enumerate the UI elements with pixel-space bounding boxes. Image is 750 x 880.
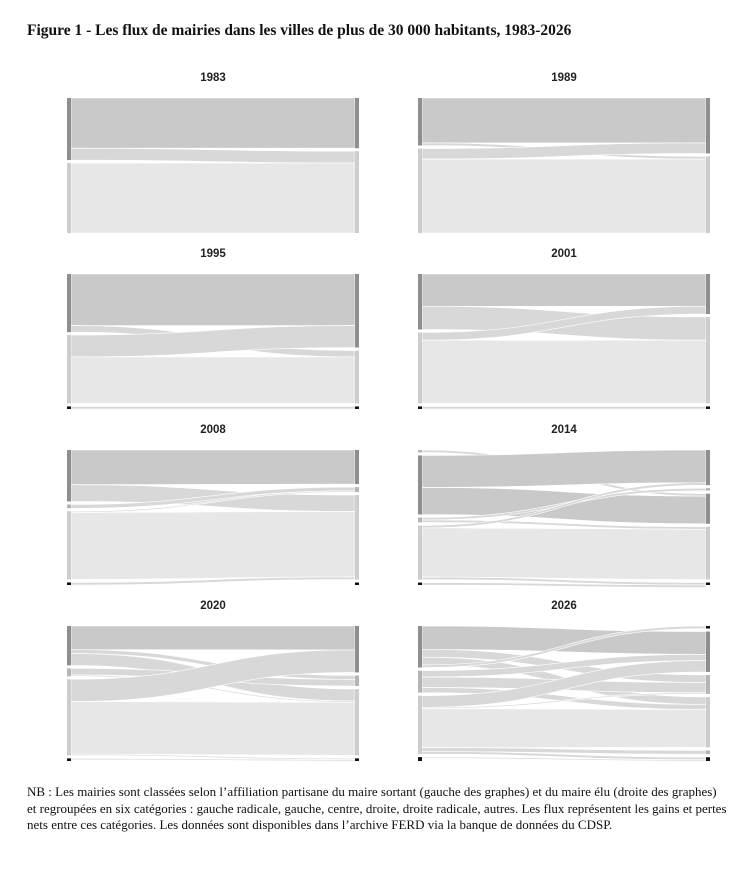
flows [71, 626, 355, 761]
left-node-bar [418, 332, 422, 403]
flows [422, 274, 706, 409]
right-node-bar [355, 675, 359, 686]
flow-band [422, 528, 706, 580]
right-node-bar [355, 582, 359, 585]
right-node-bar [706, 317, 710, 403]
right-node-bar [706, 494, 710, 524]
left-node-bar [418, 406, 422, 409]
flow-band [71, 163, 355, 233]
flows [422, 450, 706, 588]
panel-title: 2008 [200, 424, 226, 436]
right-node-bar [355, 274, 359, 348]
flow-band [71, 357, 355, 403]
sankey-chart [414, 446, 714, 589]
right-node-bar [706, 274, 710, 314]
sankey-panel-1983 [63, 72, 363, 237]
figure-note: NB : Les mairies sont classées selon l’affiliation partisane du maire sortant (gauche des graphes) et du maire élu (droite des graphes) et regroupées en six catégories : gauche radicale, gauche, centre, droite, droite radicale, autres. Les flux représentent les gains et pertes nets entre ces catégories. Les données sont disponibles dans l’archive FERD via la banque de données du CDSP. [27, 784, 727, 832]
left-node-bar [418, 518, 422, 523]
flow-band [422, 406, 706, 409]
right-node-bar [706, 98, 710, 153]
sankey-chart [63, 270, 363, 413]
panel-title: 1995 [200, 248, 226, 260]
panel-title: 2020 [200, 600, 226, 612]
flow-band [422, 709, 706, 748]
right-node-bar [706, 450, 710, 485]
flow-band [422, 340, 706, 403]
left-node-bar [418, 274, 422, 329]
flows [422, 98, 706, 233]
left-node-bar [67, 679, 71, 755]
flow-band [71, 450, 355, 485]
right-node-bar [706, 488, 710, 491]
left-node-bar [67, 626, 71, 665]
left-node-bar [418, 149, 422, 233]
left-node-bar [418, 626, 422, 668]
flow-band [71, 274, 355, 326]
left-node-bar [67, 98, 71, 160]
flow-band [422, 98, 706, 143]
left-node-bar [67, 274, 71, 332]
sankey-panel-1995 [63, 248, 363, 413]
flow-band [71, 702, 355, 756]
flow-band [71, 148, 355, 163]
right-node-bar [355, 450, 359, 484]
left-node-bar [418, 455, 422, 514]
flow-band [422, 450, 706, 487]
left-node-bar [67, 511, 71, 579]
right-node-bar [355, 351, 359, 404]
left-node-bar [67, 582, 71, 585]
flow-band [71, 626, 355, 650]
sankey-chart [414, 270, 714, 413]
sankey-chart [63, 94, 363, 237]
panel-title: 1983 [200, 72, 226, 84]
panel-title: 2001 [551, 248, 577, 260]
right-node-bar [706, 632, 710, 672]
panel-title: 1989 [551, 72, 577, 84]
panel-title: 2014 [551, 424, 577, 436]
right-node-bar [706, 626, 710, 629]
left-node-bar [418, 450, 422, 452]
right-node-bar [355, 98, 359, 148]
left-node-bar [418, 696, 422, 754]
sankey-chart [63, 446, 363, 589]
right-node-bar [355, 495, 359, 579]
figure-title: Figure 1 - Les flux de mairies dans les villes de plus de 30 000 habitants, 1983-2026 [27, 22, 572, 39]
sankey-panel-2026 [414, 600, 714, 765]
sankey-panel-2001 [414, 248, 714, 413]
right-node-bar [706, 582, 710, 585]
panel-title: 2026 [551, 600, 577, 612]
left-node-bar [67, 758, 71, 761]
right-node-bar [706, 156, 710, 233]
flows [71, 274, 355, 409]
flow-band [422, 274, 706, 306]
right-node-bar [355, 406, 359, 409]
flow-band [422, 159, 706, 233]
right-node-bar [706, 675, 710, 694]
sankey-panel-1989 [414, 72, 714, 237]
right-node-bar [355, 689, 359, 755]
sankey-panel-2014 [414, 424, 714, 589]
left-node-bar [67, 406, 71, 409]
sankey-chart [414, 94, 714, 237]
right-node-bar [706, 527, 710, 580]
flow-band [71, 406, 355, 409]
left-node-bar [67, 163, 71, 233]
sankey-chart [63, 622, 363, 765]
flows [71, 450, 355, 585]
right-node-bar [706, 406, 710, 409]
right-node-bar [355, 487, 359, 492]
right-node-bar [706, 697, 710, 748]
left-node-bar [418, 98, 422, 146]
left-node-bar [418, 671, 422, 693]
right-node-bar [355, 758, 359, 761]
right-node-bar [706, 757, 710, 761]
right-node-bar [706, 750, 710, 754]
left-node-bar [67, 450, 71, 501]
sankey-panel-2020 [63, 600, 363, 765]
left-node-bar [418, 583, 422, 585]
left-node-bar [67, 335, 71, 403]
right-node-bar [355, 626, 359, 672]
left-node-bar [67, 504, 71, 508]
flows [71, 98, 355, 233]
right-node-bar [355, 151, 359, 233]
sankey-chart [414, 622, 714, 765]
sankey-panel-2008 [63, 424, 363, 589]
left-node-bar [67, 668, 71, 676]
flow-band [71, 98, 355, 148]
flows [422, 626, 706, 761]
left-node-bar [418, 757, 422, 761]
flow-band [71, 511, 355, 579]
left-node-bar [418, 525, 422, 579]
